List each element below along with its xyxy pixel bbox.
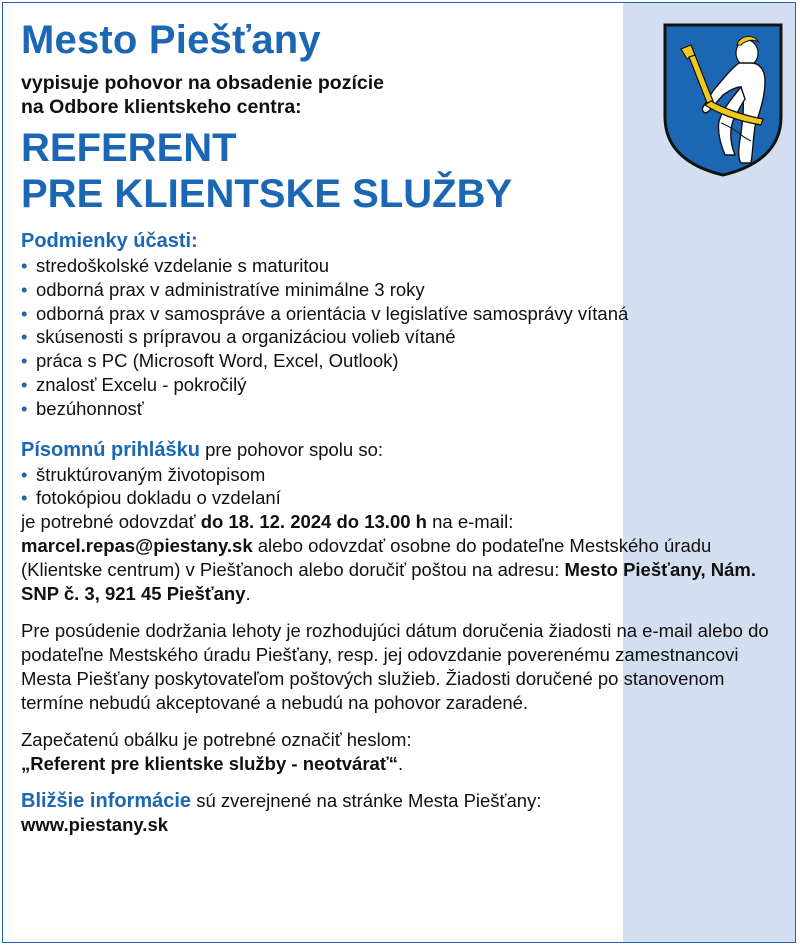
application-instructions: je potrebné odovzdať do 18. 12. 2024 do 13.00 h na e-mail: marcel.repas@piestany.sk alebo odovzdať osobne do podateľne Mestského úradu (Klientske centrum) v Piešťanoch alebo doručiť poštou na adresu: Mesto Piešťany, Nám. SNP č. 3, 921 45 Piešťany. bbox=[21, 511, 757, 605]
position-line-1: REFERENT bbox=[21, 126, 237, 170]
position-line-2: PRE KLIENTSKE SLUŽBY bbox=[21, 172, 513, 216]
position-title bbox=[21, 125, 771, 217]
list-item: • odborná prax v samospráve a orientácia v legislatíve samosprávy vítaná bbox=[21, 302, 629, 324]
city-title: Mesto Piešťany bbox=[21, 18, 321, 62]
intro-line-1: vypisuje pohovor na obsadenie pozície bbox=[21, 72, 384, 94]
list-item: • fotokópiou dokladu o vzdelaní bbox=[21, 487, 281, 509]
more-info-heading: Bližšie informácie bbox=[21, 790, 192, 813]
email-link[interactable]: marcel.repas@piestany.sk bbox=[21, 535, 253, 557]
conditions-heading: Podmienky účasti: bbox=[21, 230, 198, 252]
intro bbox=[21, 71, 771, 119]
postal-address: Mesto Piešťany, Nám. SNP č. 3, 921 45 Piešťany bbox=[21, 559, 757, 605]
bullet-icon: • bbox=[21, 302, 28, 324]
notice-paragraph: Pre posúdenie dodržania lehoty je rozhodujúci dátum doručenia žiadosti na e-mail alebo do podateľne Mestského úradu Piešťany, resp. jej odovzdanie poverenému zamestnancovi Mesta Piešťany poskytovateľom poštových služieb. Žiadosti doručené po stanovenom termíne nebudú akceptované a nebudú na pohovor zaradené. bbox=[21, 620, 769, 714]
envelope-password: „Referent pre klientske služby - neotvárať“ bbox=[21, 753, 398, 775]
list-item: • bezúhonnosť bbox=[21, 397, 144, 419]
list-item: • práca s PC (Microsoft Word, Excel, Outlook) bbox=[21, 350, 399, 372]
application-list bbox=[21, 463, 771, 511]
deadline: do 18. 12. 2024 do 13.00 h bbox=[200, 511, 427, 533]
application-heading: Písomnú prihlášku bbox=[21, 438, 200, 461]
conditions-list bbox=[21, 254, 771, 421]
bullet-icon: • bbox=[21, 373, 28, 395]
bullet-icon: • bbox=[21, 487, 28, 509]
list-item: • znalosť Excelu - pokročilý bbox=[21, 373, 247, 395]
bullet-icon: • bbox=[21, 463, 28, 485]
list-item: • stredoškolské vzdelanie s maturitou bbox=[21, 255, 330, 276]
content bbox=[21, 17, 771, 837]
list-item: • štruktúrovaným životopisom bbox=[21, 463, 266, 485]
intro-line-2: na Odbore klientskeho centra: bbox=[21, 96, 302, 118]
list-item: • skúsenosti s prípravou a organizáciou volieb vítané bbox=[21, 326, 456, 348]
bullet-icon: • bbox=[21, 255, 28, 276]
envelope-paragraph: Zapečatenú obálku je potrebné označiť heslom: „Referent pre klientske služby - neotvárať“. bbox=[21, 729, 412, 775]
list-item: • odborná prax v administratíve minimálne 3 roky bbox=[21, 278, 425, 300]
more-info: Bližšie informácie sú zverejnené na stránke Mesta Piešťany: www.piestany.sk bbox=[21, 790, 542, 836]
poster-frame bbox=[2, 2, 796, 943]
bullet-icon: • bbox=[21, 278, 28, 300]
website-link[interactable]: www.piestany.sk bbox=[21, 814, 169, 836]
bullet-icon: • bbox=[21, 326, 28, 348]
bullet-icon: • bbox=[21, 397, 28, 419]
bullet-icon: • bbox=[21, 350, 28, 372]
application-heading-line: Písomnú prihlášku pre pohovor spolu so: bbox=[21, 438, 383, 461]
